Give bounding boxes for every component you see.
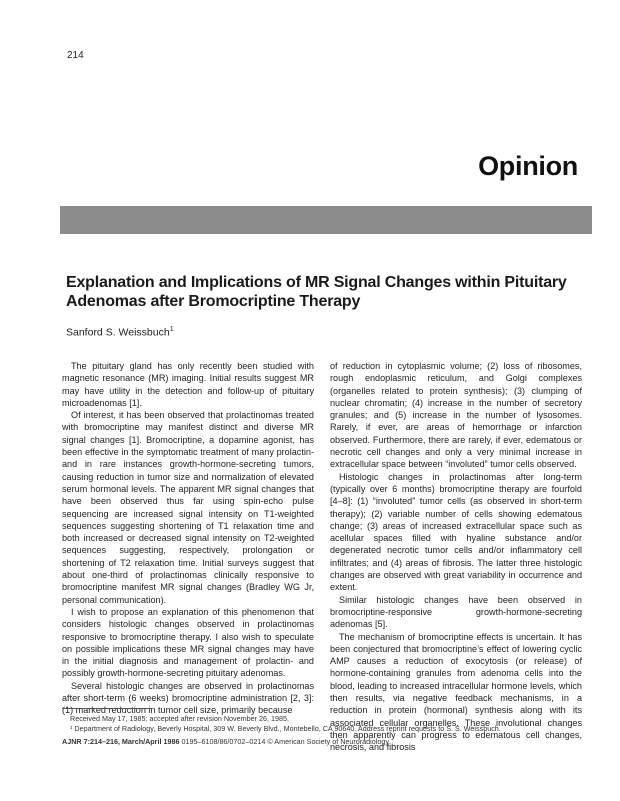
footnote-divider	[62, 708, 152, 709]
section-title: Opinion	[478, 151, 578, 181]
received-note: Received May 17, 1985; accepted after revision November 26, 1985.	[70, 714, 289, 723]
body-paragraph: Several histologic changes are observed in prolactinomas after short-term (6 weeks) bromocriptine administration [2, 3]: (1) marked reduction in tumor cell size, primarily because	[62, 680, 314, 716]
author-name: Sanford S. Weissbuch	[66, 326, 170, 339]
right-column	[330, 360, 582, 754]
page-number: 214	[67, 50, 84, 61]
body-paragraph: Of interest, it has been observed that prolactinomas treated with bromocriptine may manifest distinct and diverse MR signal changes [1]. Bromocriptine, a dopamine agonist, has been effective in the symptomatic treatment of many prolactin- and in rare instances growth-hormone-secreting tumors, causing reduction in tumor size and normalization of elevated serum hormonal levels. The apparent MR signal changes that have been observed thus far using spin-echo pulse sequencing are increased signal intensity on T1-weighted sequences suggesting shortening of T1 relaxation time and both increased or decreased signal intensity on T2-weighted sequences suggesting, respectively, prolongation or shortening of T2 relaxation time. Initial surveys suggest that about one-third of prolactinomas clinically responsive to bromocriptine manifest MR signal changes (Bradley WG Jr, personal communication).	[62, 410, 314, 605]
author-line	[66, 326, 174, 339]
body-paragraph: Similar histologic changes have been observed in bromocriptine-responsive growth-hormone-secreting adenomas [5].	[330, 594, 582, 630]
affiliation-note: ¹ Department of Radiology, Beverly Hospital, 309 W. Beverly Blvd., Montebello, CA 90640. Address reprint requests to S. S. Weissbuch.	[70, 724, 501, 733]
body-paragraph: I wish to propose an explanation of this phenomenon that considers histologic changes observed in prolactinomas responsive to bromocriptine therapy. I also wish to speculate on possible implications these MR signal changes may have in the initial diagnosis and management of prolactin- and possibly growth-hormone-secreting pituitary adenomas.	[62, 606, 314, 679]
journal-abbrev: AJNR 7:214–216, March/April 1986	[62, 737, 180, 746]
section-banner-bar	[60, 206, 592, 234]
body-paragraph: The pituitary gland has only recently been studied with magnetic resonance (MR) imaging. Initial results suggest MR may have utility in the detection and follow-up of pituitary microadenomas [1].	[62, 361, 314, 408]
article-title: Explanation and Implications of MR Signal Changes within Pituitary Adenomas after Bromocriptine Therapy	[66, 274, 567, 310]
author-footnote-mark: 1	[169, 326, 174, 333]
journal-citation	[62, 737, 389, 746]
body-paragraph: The mechanism of bromocriptine effects is uncertain. It has been conjectured that bromocriptine’s effect of lowering cyclic AMP causes a reduction of exocytosis (or release) of hormone-containing granules from adenoma cells into the blood, leading to increased intracellular hormone levels, which then results, via negative feedback mechanisms, in a reduction in protein (hormonal) synthesis along with its associated cellular organelles. These involutional changes then apparently can progress to edematous cell changes, necrosis, and fibrosis	[330, 631, 582, 753]
body-paragraph: Histologic changes in prolactinomas after long-term (typically over 6 months) bromocriptine therapy are fourfold [4–8]: (1) “involuted” tumor cells (as observed in short-term therapy); (2) variable number of cells showing edematous change; (3) areas of increased extracellular space such as acellular spaces filled with hyaline substance and/or degenerated necrotic tumor cells and/or inflammatory cell infiltrates; and (4) areas of fibrosis. The latter three histologic changes are observed with great variability in occurrence and extent.	[330, 471, 582, 593]
body-paragraph: of reduction in cytoplasmic volume; (2) loss of ribosomes, rough endoplasmic reticulum, and Golgi complexes (organelles related to protein synthesis); (3) clumping of nuclear chromatin; (4) increase in the number of secretory granules; and (5) increase in the number of lysosomes. Rarely, if ever, are areas of hemorrhage or infarction observed. Furthermore, there are rarely, if ever, edematous or necrotic cell changes and only a very minimal increase in extracellular space between “involuted” tumor cells observed.	[330, 361, 582, 470]
journal-issn: 0195–6108/86/0702–0214 © American Society of Neuroradiology	[179, 737, 389, 746]
left-column	[62, 360, 314, 717]
